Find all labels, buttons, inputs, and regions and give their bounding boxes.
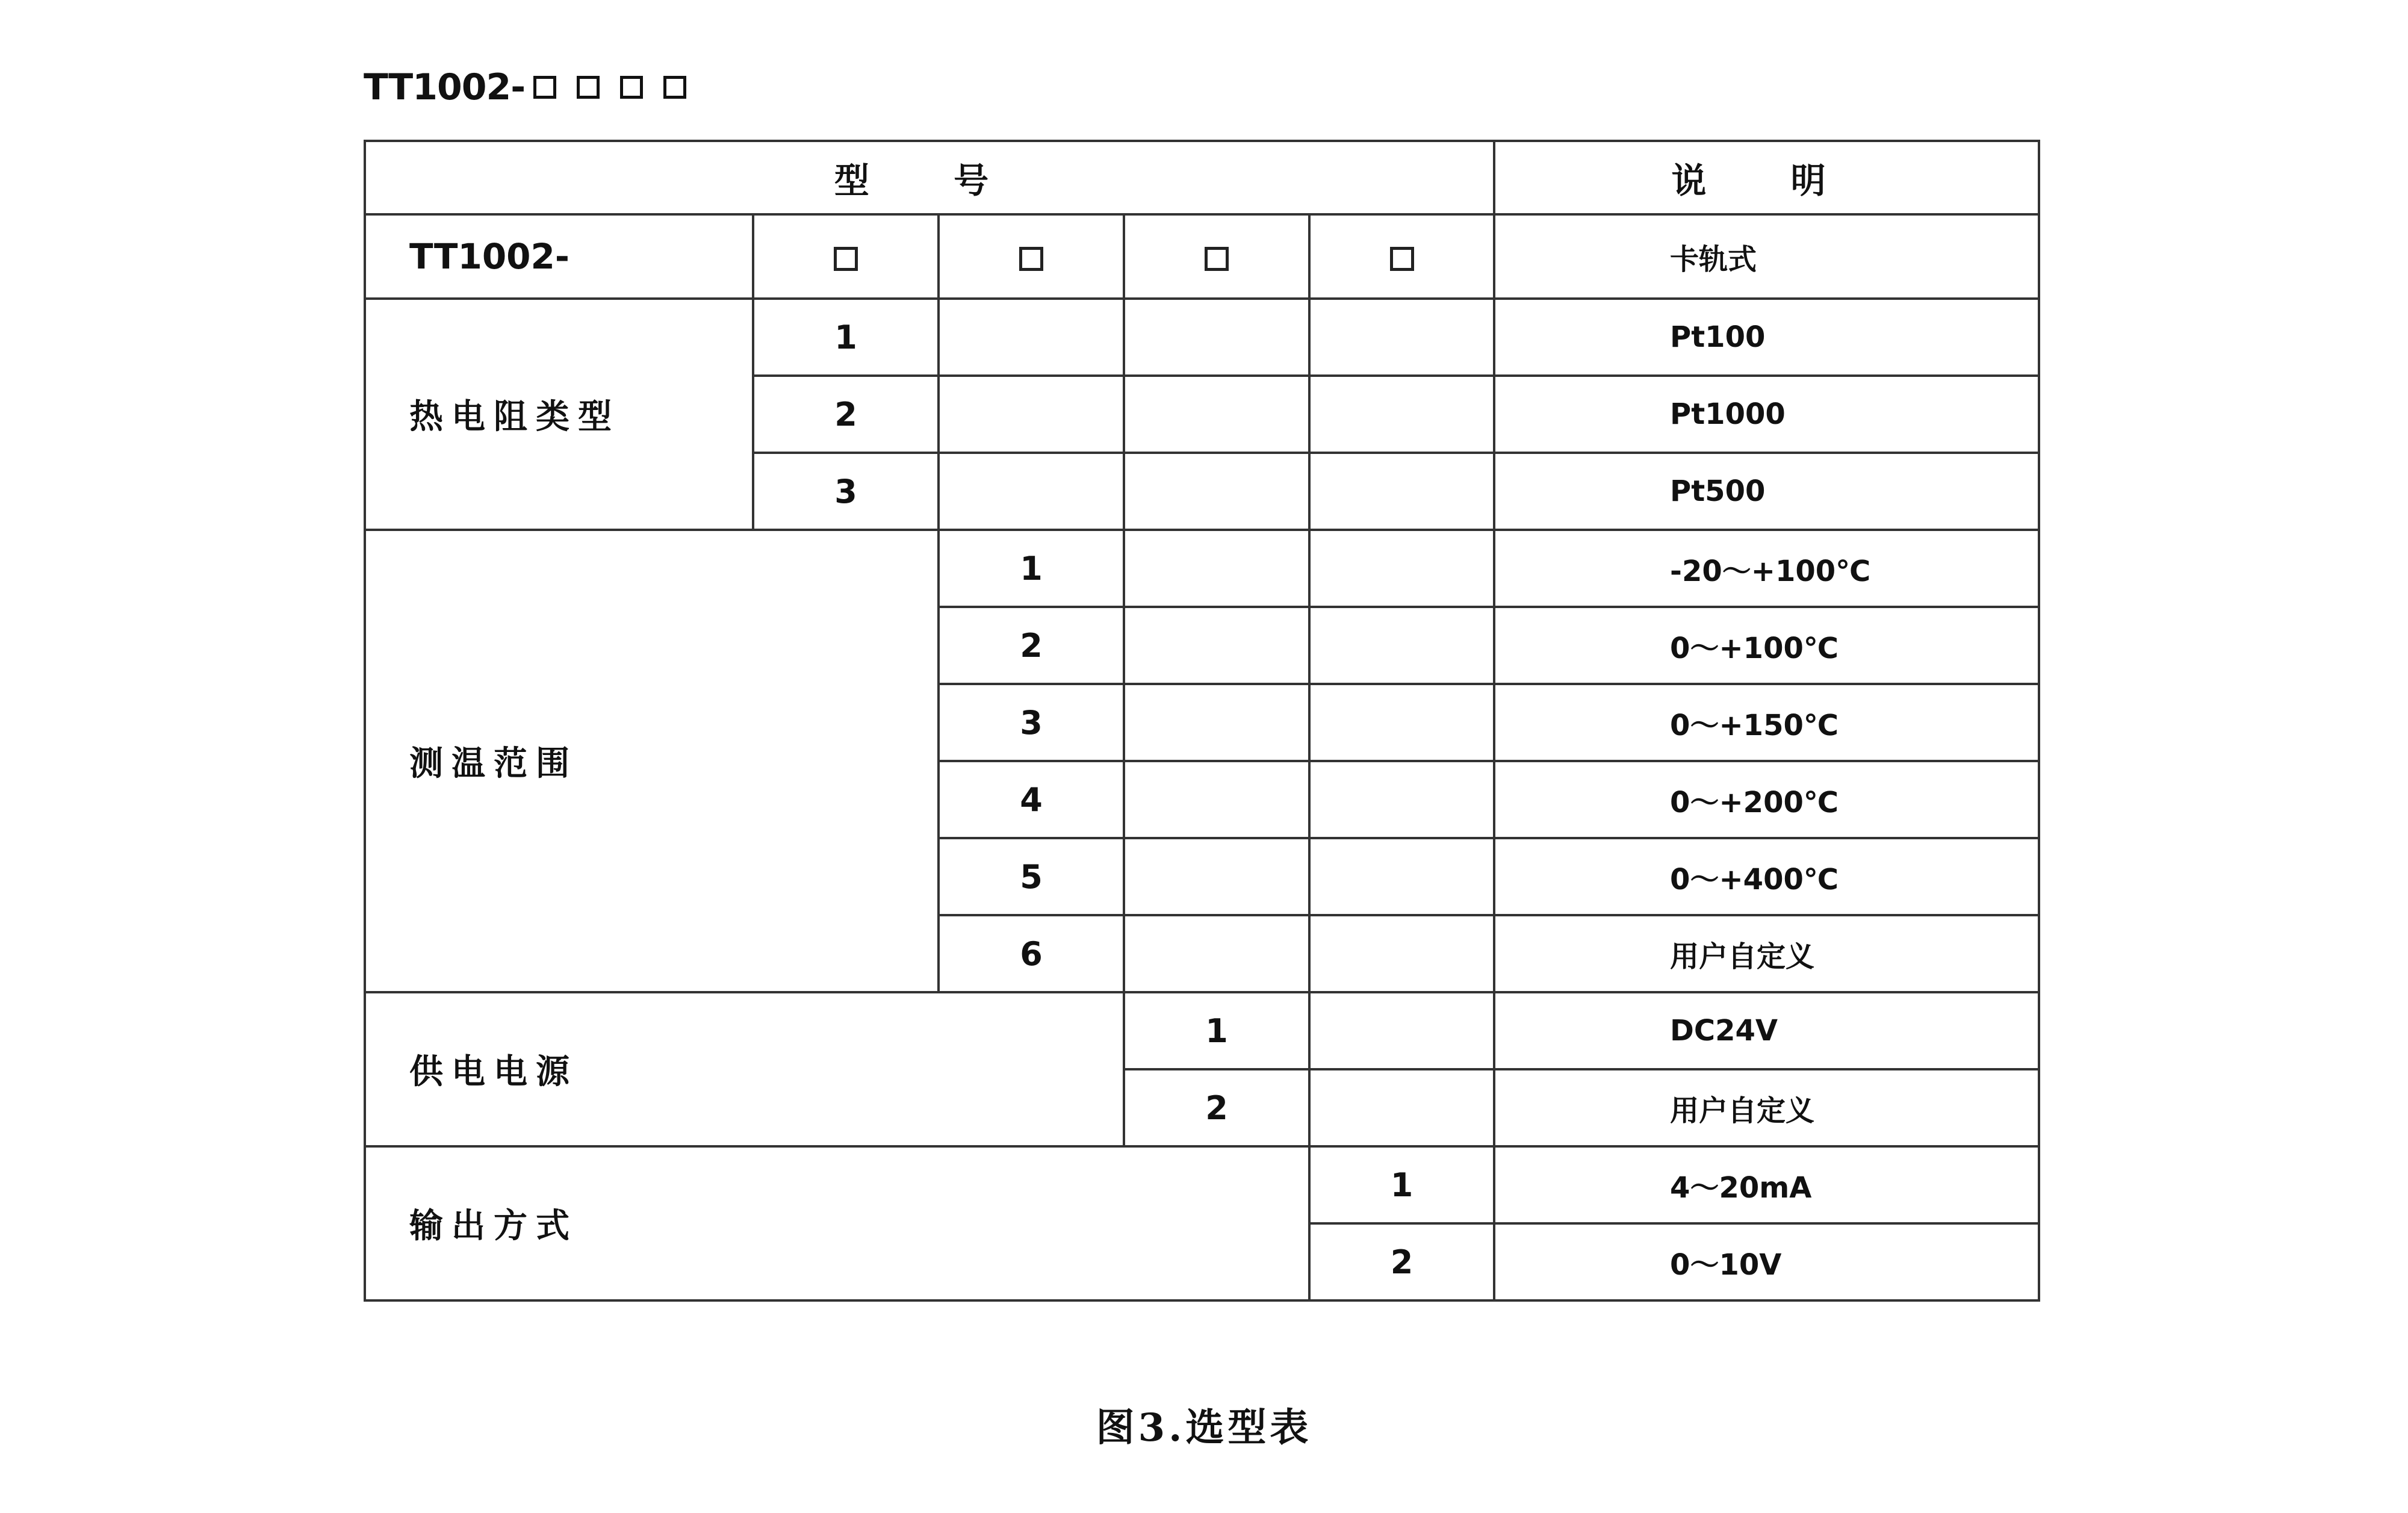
- model-code-heading: [364, 60, 686, 114]
- placeholder-box-icon: [1390, 247, 1414, 271]
- group-label: 测温范围: [365, 530, 939, 992]
- option-description: 0～+150℃: [1494, 684, 2039, 761]
- placeholder-box-icon: [1205, 247, 1229, 271]
- table-row: [365, 299, 2039, 376]
- table-header-row: [365, 141, 2039, 214]
- option-description: 用户自定义: [1494, 915, 2039, 992]
- option-code: 6: [939, 915, 1124, 992]
- option-description: 用户自定义: [1494, 1069, 2039, 1146]
- option-description: 4～20mA: [1494, 1146, 2039, 1223]
- option-code: 3: [939, 684, 1124, 761]
- placeholder-box-icon: [533, 76, 556, 99]
- table-row: [365, 992, 2039, 1069]
- model-code-prefix: TT1002-: [364, 66, 526, 108]
- placeholder-box-icon: [1019, 247, 1043, 271]
- header-model: 型 号: [365, 141, 1494, 214]
- selection-table: [364, 140, 2040, 1302]
- option-code: 3: [753, 453, 939, 530]
- option-description: 0～10V: [1494, 1223, 2039, 1300]
- option-code: 5: [939, 838, 1124, 915]
- model-description: 卡轨式: [1494, 214, 2039, 299]
- option-description: Pt1000: [1494, 376, 2039, 453]
- option-description: 0～+400℃: [1494, 838, 2039, 915]
- placeholder-box-icon: [834, 247, 858, 271]
- option-code: 2: [1124, 1069, 1309, 1146]
- group-label: 供电电源: [365, 992, 1124, 1146]
- option-code: 1: [753, 299, 939, 376]
- table-row: [365, 1146, 2039, 1223]
- model-label: TT1002-: [365, 214, 753, 299]
- table-row: [365, 530, 2039, 607]
- model-row: [365, 214, 2039, 299]
- figure-caption: 图3.选型表: [1096, 1405, 1312, 1450]
- group-label: 热电阻类型: [365, 299, 753, 530]
- option-code: 1: [939, 530, 1124, 607]
- option-description: Pt100: [1494, 299, 2039, 376]
- option-code: 1: [1124, 992, 1309, 1069]
- option-description: Pt500: [1494, 453, 2039, 530]
- option-code: 2: [939, 607, 1124, 684]
- header-description: 说 明: [1494, 141, 2039, 214]
- option-code: 4: [939, 761, 1124, 838]
- option-code: 1: [1309, 1146, 1494, 1223]
- placeholder-box-icon: [620, 76, 643, 99]
- option-description: 0～+200℃: [1494, 761, 2039, 838]
- group-label: 输出方式: [365, 1146, 1309, 1300]
- option-code: 2: [1309, 1223, 1494, 1300]
- option-description: DC24V: [1494, 992, 2039, 1069]
- option-description: 0～+100℃: [1494, 607, 2039, 684]
- option-code: 2: [753, 376, 939, 453]
- placeholder-box-icon: [663, 76, 686, 99]
- placeholder-box-icon: [577, 76, 600, 99]
- option-description: -20～+100℃: [1494, 530, 2039, 607]
